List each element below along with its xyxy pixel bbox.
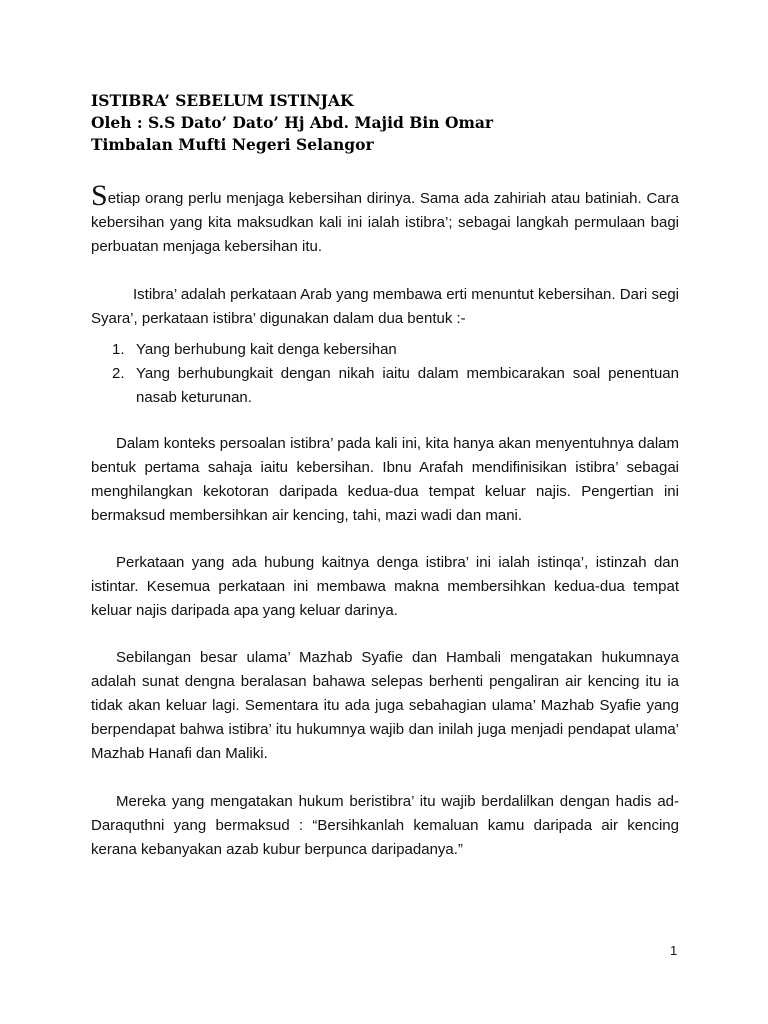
list-item bbox=[112, 362, 679, 410]
heading-block bbox=[91, 90, 691, 156]
list-number: 1. bbox=[112, 341, 125, 358]
paragraph-rulings: Sebilangan besar ulama’ Mazhab Syafie dan Hambali mengatakan hukumnaya adalah sunat dengna beralasan bahawa selepas berhenti pengaliran air kencing itu ia tidak akan keluar lagi. Sementara itu ada juga sebahagian ulama’ Mazhab Syafie yang berpendapat bahwa istibra’ itu hukumnya wajib dan inilah juga menjadi pendapat ulama’ Mazhab Hanafi dan Maliki. bbox=[91, 649, 679, 762]
author-line: Oleh : S.S Dato’ Dato’ Hj Abd. Majid Bin Omar bbox=[91, 113, 494, 132]
forms-list bbox=[112, 338, 679, 410]
paragraph-definition: Istibra’ adalah perkataan Arab yang membawa erti menuntut kebersihan. Dari segi Syara’, perkataan istibra’ digunakan dalam dua bentuk :- bbox=[91, 286, 679, 327]
document-title: ISTIBRA’ SEBELUM ISTINJAK bbox=[91, 91, 354, 110]
paragraph-context: Dalam konteks persoalan istibra’ pada kali ini, kita hanya akan menyentuhnya dalam bentuk pertama sahaja iaitu kebersihan. Ibnu Arafah mendifinisikan istibra’ sebagai menghilangkan kekotoran daripada kedua-dua tempat keluar najis. Pengertian ini bermaksud membersihkan air kencing, tahi, mazi wadi dan mani. bbox=[91, 435, 679, 524]
author-position: Timbalan Mufti Negeri Selangor bbox=[91, 135, 374, 154]
paragraph-intro bbox=[91, 179, 679, 259]
list-item-text: Yang berhubung kait denga kebersihan bbox=[136, 341, 397, 358]
list-item bbox=[112, 338, 679, 362]
paragraph-related-terms: Perkataan yang ada hubung kaitnya denga istibra’ ini ialah istinqa’, istinzah dan istintar. Kesemua perkataan ini membawa makna membersihkan kedua-dua tempat keluar najis daripada apa yang keluar darinya. bbox=[91, 554, 679, 619]
page-number: 1 bbox=[670, 943, 678, 958]
list-item-text: Yang berhubungkait dengan nikah iaitu dalam membicarakan soal penentuan nasab keturunan. bbox=[136, 365, 679, 406]
list-number: 2. bbox=[112, 365, 125, 382]
drop-cap: S bbox=[91, 179, 108, 212]
paragraph-intro-text: etiap orang perlu menjaga kebersihan dirinya. Sama ada zahiriah atau batiniah. Cara kebersihan yang kita maksudkan kali ini ialah istibra’; sebagai langkah permulaan bagi perbuatan menjaga kebersihan itu. bbox=[91, 190, 679, 255]
paragraph-hadith: Mereka yang mengatakan hukum beristibra’ itu wajib berdalilkan dengan hadis ad-Daraquthni yang bermaksud : “Bersihkanlah kemaluan kamu daripada air kencing kerana kebanyakan azab kubur berpunca daripadanya.” bbox=[91, 793, 679, 858]
